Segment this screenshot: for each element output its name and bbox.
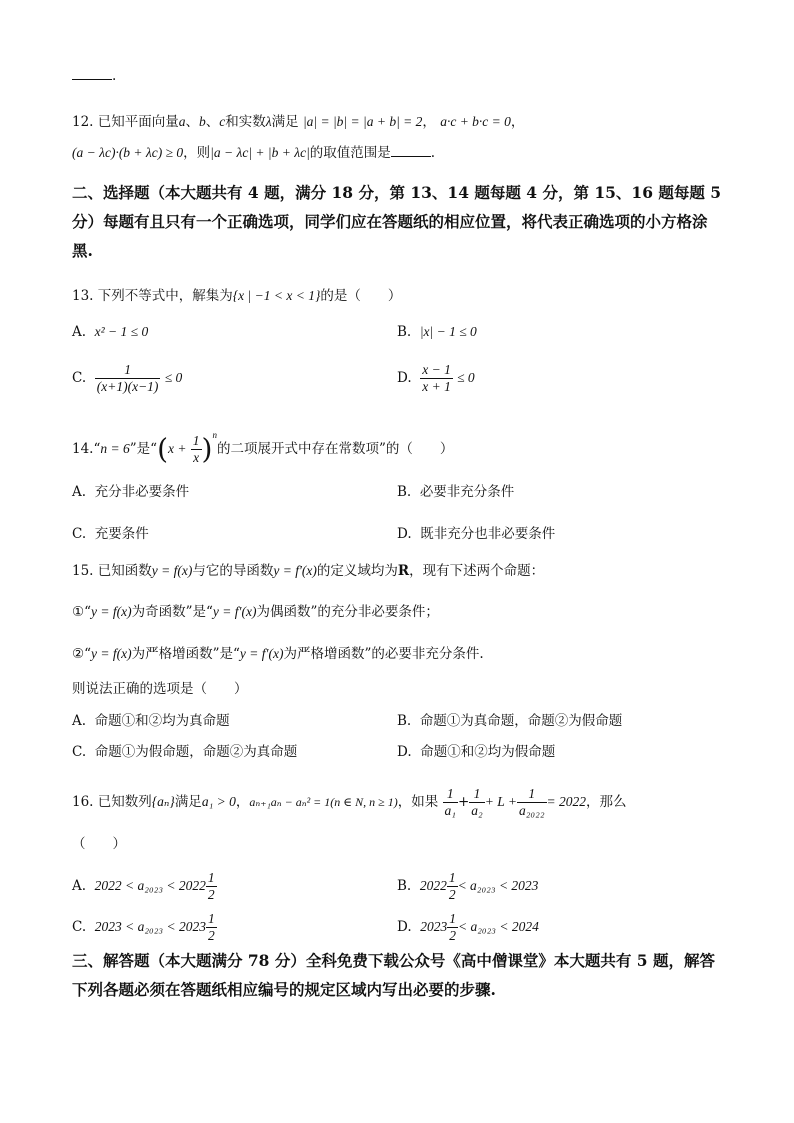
q14-stem: 14.“n = 6”是“(x + $\frac{1}{x}$ )$^n$的二项展开式中存在常数项”的（ ） [72,429,454,466]
q14-option-d[interactable]: D. 既非充分也非必要条件 [397,526,556,542]
fraction: $\frac{1}{2}$ [207,870,215,902]
question-number: 16. [72,794,94,810]
q15-proposition-1: ①“y = f(x)为奇函数”是“y = f′(x)为偶函数”的充分非必要条件； [72,604,439,620]
q15-proposition-2: ②“y = f(x)为严格增函数”是“y = f′(x)为严格增函数”的必要非充分条件. [72,646,484,662]
q13-option-a[interactable]: A. x² − 1 ≤ 0 [72,324,149,340]
question-number: 15. [72,563,94,579]
q15-option-a[interactable]: A. 命题①和②均为真命题 [72,713,230,729]
q14-option-c[interactable]: C. 充要条件 [72,526,149,542]
fraction: $\frac{1}{2}$ [448,870,456,902]
q16-stem: 16. 已知数列{aₙ}满足a₁ > 0，aₙ₊₁aₙ − aₙ² = 1(n ∈ N, n ≥ 1)，如果 $\frac{1}{\text{a₁}}$ + $\frac{1}{\text{a₂}}$ + L + $\frac{1}{\text{a₂₀₂₂}}$ = 2022，那么 [72,786,627,818]
q14-option-a[interactable]: A. 充分非必要条件 [72,484,190,500]
fraction: $\frac{1}{\text{a₂}}$ [471,786,483,818]
q12-condition-3: (a − λc)·(b + λc) ≥ 0 [72,145,184,160]
q15-option-b[interactable]: B. 命题①为真命题，命题②为假命题 [397,713,623,729]
question-number: 12. [72,114,94,130]
q15-option-d[interactable]: D. 命题①和②均为假命题 [397,744,556,760]
q16-option-a[interactable]: A. 2022 < a₂₀₂₃ < 2022 $\frac{1}{2}$ [72,870,215,902]
fraction: $\frac{1}{x}$ [192,433,200,465]
fraction: $\frac{1}{\text{a₁}}$ [444,786,456,818]
q12-condition-1: |a| = |b| = |a + b| = 2 [302,114,423,129]
question-number: 13. [72,288,94,304]
q15-option-c[interactable]: C. 命题①为假命题，命题②为真命题 [72,744,298,760]
section-2-header: 二、选择题（本大题共有 4 题，满分 18 分，第 13、14 题每题 4 分，第 15、16 题每题 5 分）每题有且只有一个正确选项，同学们应在答题纸的相应位置，将代表正确选项的小方格涂黑. [72,183,722,260]
q12-condition-2: a·c + b·c = 0 [440,114,511,129]
fraction: $\frac{1}{2}$ [207,911,215,943]
q12-line1: 12. 已知平面向量a、b、c和实数λ满足 |a| = |b| = |a + b| = 2， a·c + b·c = 0， [72,114,525,130]
fraction: $\frac{1}{2}$ [449,911,456,943]
answer-blank [72,67,112,80]
q16-option-b[interactable]: B. 2022 $\frac{1}{2}$ < a₂₀₂₃ < 2023 [397,870,539,902]
q13-option-c[interactable]: C. $\frac{1}{(x+1)(x-1)}$ ≤ 0 [72,362,183,394]
q11-answer-line: . [72,66,116,86]
fraction: $\frac{1}{\text{a₂₀₂₂}}$ [518,786,545,818]
q12-line2: (a − λc)·(b + λc) ≥ 0，则|a − λc| + |b + λc|的取值范围是 . [72,145,436,161]
fraction: $\frac{x - 1}{x + 1}$ [422,362,451,394]
fraction: $\frac{1}{(x+1)(x-1)}$ [96,362,159,394]
q13-option-d[interactable]: D. $\frac{x - 1}{x + 1}$ ≤ 0 [397,362,475,394]
q14-option-b[interactable]: B. 必要非充分条件 [397,484,515,500]
q12-expression: |a − λc| + |b + λc| [210,145,310,160]
section-3-header: 三、解答题（本大题满分 78 分）全科免费下载公众号《高中僧课堂》本大题共有 5 题，解答下列各题必须在答题纸相应编号的规定区域内写出必要的步骤. [72,951,715,999]
q15-stem: 15. 已知函数y = f(x)与它的导函数y = f′(x)的定义域均为R，现有下述两个命题： [72,563,545,579]
q15-ask: 则说法正确的选项是（ ） [72,681,248,697]
q16-answer-paren: （ ） [72,836,126,852]
q13-stem: 13. 下列不等式中，解集为{x | −1 < x < 1}的是（ ） [72,288,402,304]
question-number: 14. [72,441,94,457]
q16-option-d[interactable]: D. 2023 $\frac{1}{2}$ < a₂₀₂₃ < 2024 [397,911,539,943]
answer-blank [391,144,431,157]
q16-option-c[interactable]: C. 2023 < a₂₀₂₃ < 2023 $\frac{1}{2}$ [72,911,215,943]
q13-option-b[interactable]: B. |x| − 1 ≤ 0 [397,324,477,340]
